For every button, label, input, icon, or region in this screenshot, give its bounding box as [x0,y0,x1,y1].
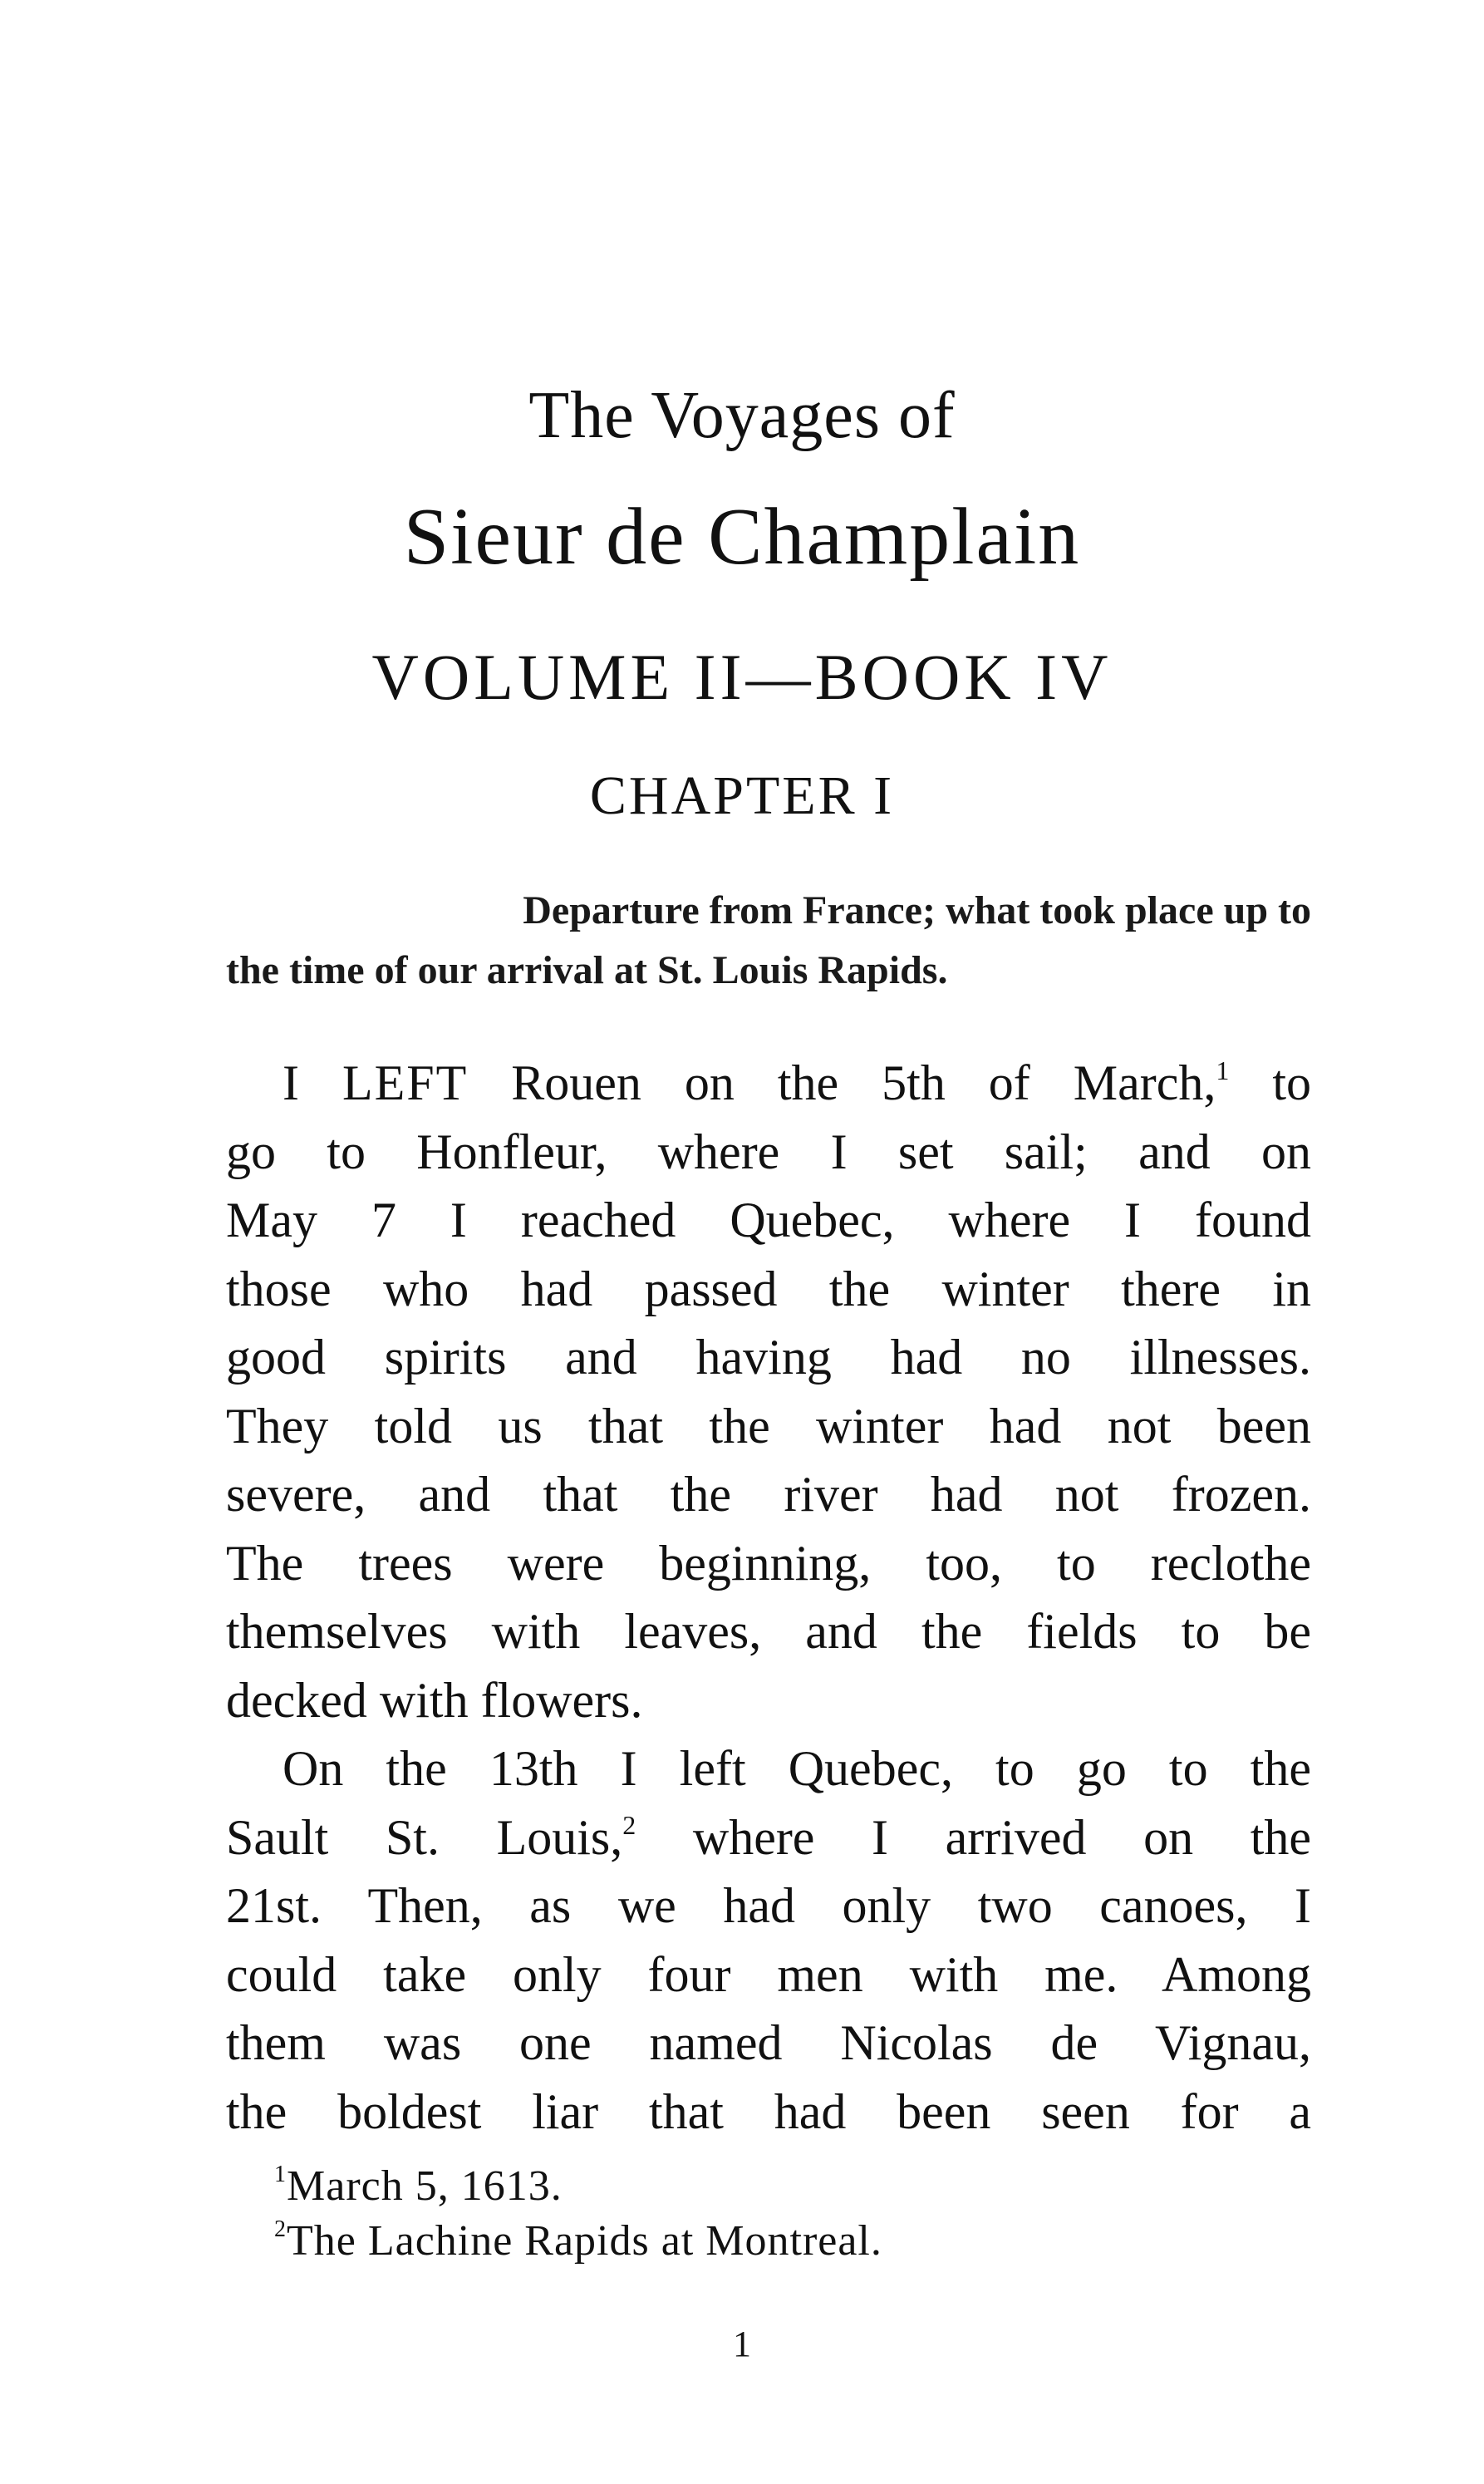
summary-line-1: Departure from France; what took place up to [523,888,1311,932]
paragraph-1-text: Rouen on the 5th of March, [511,1055,1216,1110]
volume-heading: VOLUME II—BOOK IV [371,641,1113,713]
paragraph-1-line: They told us that the winter had not been [226,1398,1311,1454]
opening-word: I [283,1055,299,1110]
paragraph-1-line: themselves with leaves, and the fields to be [226,1604,1311,1659]
chapter-heading: CHAPTER I [589,765,895,826]
footnote-marker: 1 [274,2162,287,2187]
footnote-ref-2: 2 [622,1809,636,1840]
paragraph-1-line: good spirits and having had no illnesses. [226,1330,1311,1385]
footnote-1 [274,2159,882,2214]
chapter-body [226,1049,1311,2146]
paragraph-1-text: to [1272,1055,1312,1110]
footnote-text: March 5, 1613. [287,2162,563,2210]
footnote-marker: 2 [274,2216,287,2242]
paragraph-1-last-line: decked with flowers. [226,1672,643,1728]
footnote-2 [274,2214,882,2269]
paragraph-1-line-1 [226,1049,1311,1118]
paragraph-2-text: where I arrived on the [692,1809,1311,1865]
paragraph-1-line: May 7 I reached Quebec, where I found [226,1193,1311,1247]
paragraph-2-text: Sault St. Louis, [226,1809,623,1865]
paragraph-2-line-2 [226,1803,1311,1872]
footnote-ref-1: 1 [1216,1055,1230,1085]
paragraph-1-line: The trees were beginning, too, to reclothe [226,1535,1311,1591]
footnote-text: The Lachine Rapids at Montreal. [287,2217,882,2265]
paragraph-1-line: go to Honfleur, where I set sail; and on [226,1124,1311,1179]
paragraph-2-line: 21st. Then, as we had only two canoes, I [226,1878,1311,1933]
paragraph-1-line: those who had passed the winter there in [226,1261,1311,1316]
book-title-line-1: The Voyages of [528,379,956,452]
paragraph-2-line-1: On the 13th I left Quebec, to go to the [283,1741,1311,1796]
chapter-summary [226,881,1311,1001]
opening-smallcaps: LEFT [342,1055,469,1110]
paragraph-1-line: severe, and that the river had not frozen. [226,1467,1311,1522]
paragraph-2-line: could take only four men with me. Among [226,1946,1311,2002]
paragraph-2-line: the boldest liar that had been seen for a [226,2083,1311,2139]
paragraph-2-line: them was one named Nicolas de Vignau, [226,2015,1311,2070]
summary-line-2: the time of our arrival at St. Louis Rapids. [226,948,948,992]
footnotes [274,2159,882,2269]
book-title-line-2: Sieur de Champlain [403,492,1081,582]
page-number: 1 [733,2324,751,2364]
